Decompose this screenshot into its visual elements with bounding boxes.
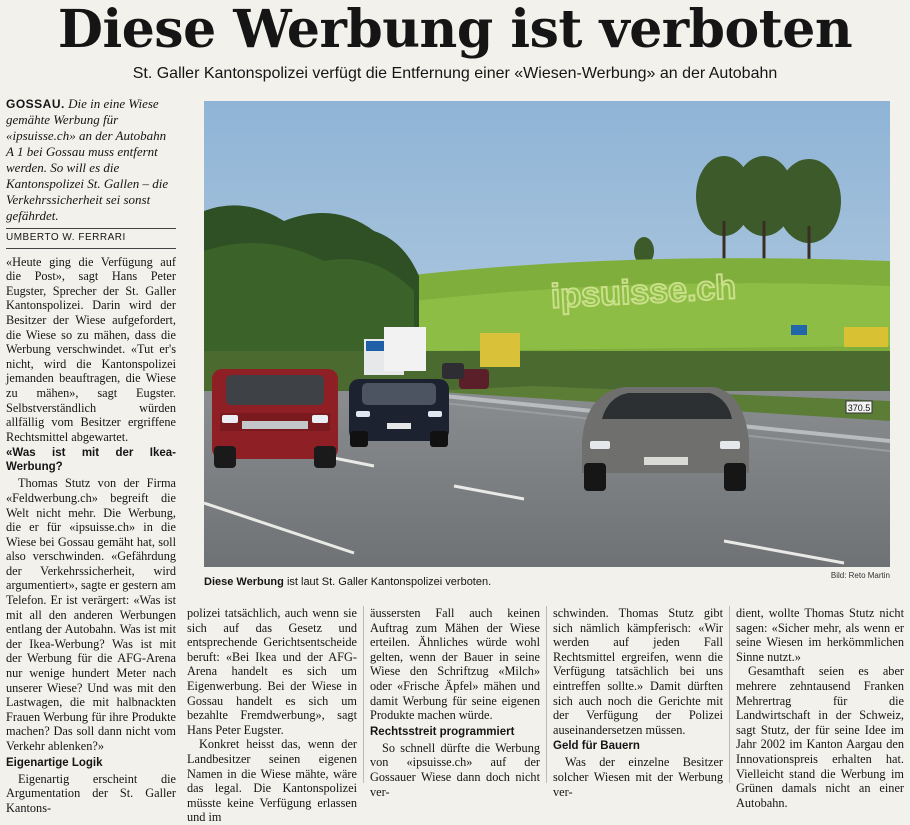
col3-subheading-1: Rechtsstreit programmiert [370, 725, 515, 738]
field-lettering: ipsuisse.ch [549, 268, 737, 316]
col3-paragraph-1: äussersten Fall auch keinen Auftrag zum Mähen der Wiese erteilen. Ähnliches würde wohl gelten, wenn der Bauer in seine Wiese den Schriftzug «Milch» oder «Frische Äpfel» mähen und damit Werbung für seine eigenen Produkte machen würde. [370, 606, 540, 723]
byline: UMBERTO W. FERRARI [6, 228, 176, 249]
dateline: GOSSAU. [6, 97, 65, 111]
column-3 [370, 606, 540, 799]
col1-subheading-2: Eigenartige Logik [6, 756, 103, 769]
headline: Diese Werbung ist verboten [57, 0, 853, 60]
col3-paragraph-2: So schnell dürfte die Werbung von «ipsuisse.ch» auf der Gossauer Wiese dann doch nicht ver- [370, 740, 540, 799]
lead-column [6, 96, 176, 815]
column-5 [736, 606, 904, 810]
road-sign-text: 370.5 [847, 403, 871, 413]
col2-paragraph-2: Konkret heisst das, wenn der Landbesitzer seinen eigenen Namen in die Wiese mähte, wäre das legal. Die Kantonspolizei müsste keine Verfügung erlassen und im [187, 737, 357, 825]
col5-paragraph-2: Gesamthaft seien es aber mehrere zehntausend Franken Mehrertrag für die Landwirtschaft in der Schweiz, sagt Stutz, der für seine Idee im Jahr 2002 im Kanton Aargau den Innovationspreis erhalten hat. Vielleicht stand die Werbung im Grünen damals nicht an einer Autobahn. [736, 664, 904, 810]
column-2 [187, 606, 357, 825]
column-rule [363, 606, 364, 783]
col1-paragraph-3: Eigenartig erscheint die Argumentation der St. Galler Kantons- [6, 771, 176, 815]
lead-text: Die in eine Wiese gemähte Werbung für «ipsuisse.ch» an der Autobahn A 1 bei Gossau muss entfernt werden. So will es die Kantonspolizei St. Gallen – die Verkehrssicherheit sei sonst gefährdet. [6, 96, 169, 223]
lead-paragraph [6, 96, 176, 224]
col5-paragraph-1: dient, wollte Thomas Stutz nicht sagen: «Sicher mehr, als wenn er seine Wiesen im herkömmlichen Sinne nutzt.» [736, 606, 904, 664]
col1-paragraph-2: Thomas Stutz von der Firma «Feldwerbung.ch» begreift die Welt nicht mehr. Die Werbung, die er für «ipsuisse.ch» in die Wiese bei Gossau gemäht hat, soll also verschwinden. «Gefährdung der Verkehrssicherheit, wird argumentiert», sagte er gestern am Telefon. Er ist verärgert: «Was ist mit all den anderen Werbungen entlang der Autobahn. Was ist mit der Ikea-Werbung? Was ist mit der Werbung für die AFG-Arena nur wenige hundert Meter nach unserer Wiese? Und was mit den Lastwagen, die mit halbnackten Frauen Werbung für ihre Produkte machen? Das soll dann nicht vom Verkehr ablenken?» [6, 476, 176, 753]
photo-credit: Bild: Reto Martin [830, 571, 890, 580]
article-photo [204, 101, 890, 567]
column-4 [553, 606, 723, 799]
col4-subheading-1: Geld für Bauern [553, 740, 640, 753]
red-suv [212, 369, 338, 468]
dark-sedan [349, 379, 449, 447]
column-rule [546, 606, 547, 783]
column-rule [729, 606, 730, 783]
subheadline: St. Galler Kantonspolizei verfügt die Entfernung einer «Wiesen-Werbung» an der Autobahn [132, 65, 778, 82]
col2-paragraph-1: polizei tatsächlich, auch wenn sie sich auf das Gesetz und entsprechende Gerichtsentscheide beruft: «Bei Ikea und der AFG-Arena handelt es sich um Eigenwerbung. Bei der Wiese in Gossau handelt es sich um bezahlte Fremdwerbung», sagt Hans Peter Eugster. [187, 606, 357, 737]
col1-paragraph-1: «Heute ging die Verfügung auf die Post», sagt Hans Peter Eugster, Sprecher der St. Galler Kantonspolizei. Darin wird der Besitzer der Wiese aufgefordert, die Wiese so zu mähen, dass die Werbung verschwindet. «Tut er's nicht, wird die Kantonspolizei jemanden beauftragen, die Wiese zu mähen», sagt Eugster. Selbstverständlich würden allfällig vom Besitzer ergriffene Rechtsmittel abgewartet. [6, 254, 176, 444]
caption-text: ist laut St. Galler Kantonspolizei verboten. [286, 576, 492, 588]
caption-bold: Diese Werbung [204, 576, 284, 588]
photo-caption [204, 576, 764, 588]
col4-paragraph-2: Was der einzelne Besitzer solcher Wiesen mit der Werbung ver- [553, 755, 723, 799]
highway-field-photo [204, 101, 890, 567]
col1-subheading-1: «Was ist mit der Ikea-Werbung? [6, 447, 176, 474]
col4-paragraph-1: schwinden. Thomas Stutz gibt sich nämlich kämpferisch: «Wir werden auf jeden Fall Rechtsmittel ergreifen, wenn die Verfügung tatsächlich bei uns eintreffen sollte.» Damit dürften sich auch noch die Gerichte mit der Verfügung der Polizei auseinandersetzen müssen. [553, 606, 723, 737]
